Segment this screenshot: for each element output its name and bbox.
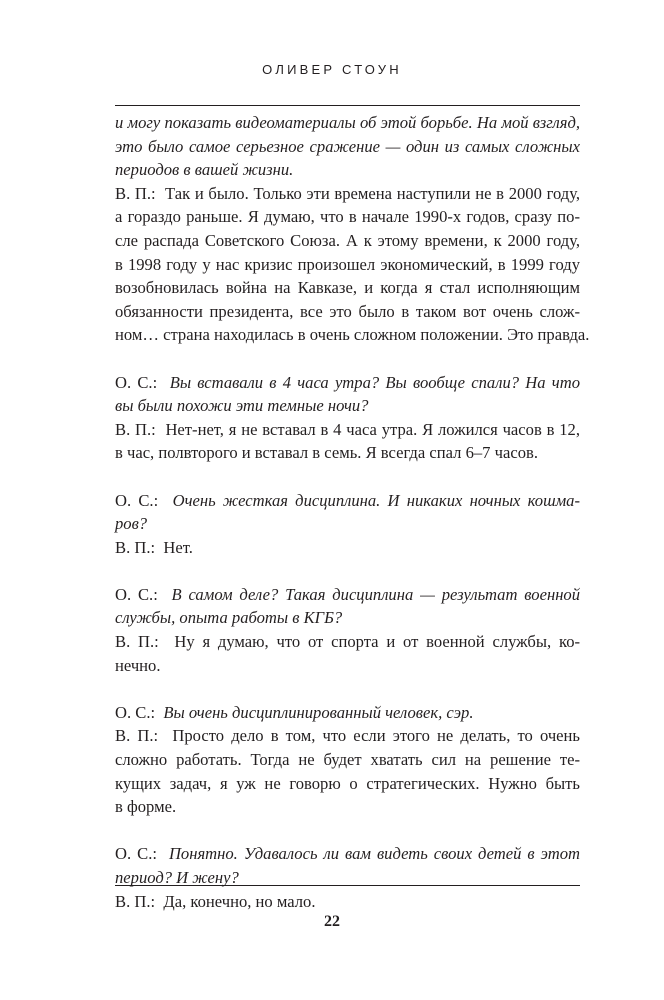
text-line <box>115 536 580 560</box>
text-line <box>115 842 580 866</box>
answer <box>115 182 590 347</box>
text-run: Нет. <box>163 537 193 557</box>
running-title: ОЛИВЕР СТОУН <box>262 62 402 77</box>
interview-text <box>115 111 590 913</box>
text-line <box>115 890 580 914</box>
question <box>115 371 580 418</box>
text-line: обязанности президента, все это было в таком вот очень слож- <box>115 301 580 321</box>
text-line <box>115 583 580 607</box>
answer <box>115 630 580 677</box>
text-line <box>115 371 580 395</box>
text-line: службы, опыта работы в КГБ? <box>115 608 343 628</box>
text-line: в 1998 году у нас кризис произошел экономический, в 1999 году <box>115 254 580 274</box>
answer <box>115 724 580 818</box>
text-line: периодов в вашей жизни. <box>115 160 294 180</box>
speaker-label: О. С.: <box>115 372 158 392</box>
speaker-label: В. П.: <box>115 419 156 439</box>
page-number: 22 <box>324 913 340 930</box>
answer <box>115 536 580 560</box>
text-run: Нет-нет, я не вставал в 4 часа утра. Я ложился часов в 12, <box>165 419 581 439</box>
text-run: Просто дело в том, что если этого не делать, то очень <box>172 726 580 746</box>
text-run: Так и было. Только эти времена наступили не в 2000 году, <box>165 183 581 203</box>
text-line: и могу показать видеоматериалы об этой борьбе. На мой взгляд, <box>115 113 580 132</box>
answer <box>115 890 580 914</box>
text-run: Вы вставали в 4 часа утра? Вы вообще спали? На что <box>169 372 581 392</box>
text-line <box>115 489 580 513</box>
text-line <box>115 724 580 748</box>
text-line: возобновилась война на Кавказе, и когда я стал исполняющим <box>115 278 580 298</box>
speaker-label: О. С.: <box>115 844 157 864</box>
text-run: Ну я думаю, что от спорта и от военной службы, ко- <box>174 632 581 652</box>
question <box>115 701 580 725</box>
text-line: вы были похожи эти темные ночи? <box>115 396 369 416</box>
speaker-label: В. П.: <box>115 632 159 652</box>
answer <box>115 418 580 465</box>
text-line: ном… страна находилась в очень сложном положении. Это правда. <box>115 325 590 345</box>
text-line: ров? <box>115 514 148 534</box>
footer-rule <box>115 885 580 886</box>
question <box>115 489 580 536</box>
header-rule <box>115 105 580 106</box>
text-line: в форме. <box>115 797 177 817</box>
text-run: В самом деле? Такая дисциплина — результат военной <box>171 584 581 604</box>
text-line: сложно работать. Тогда не будет хватать сил на решение те- <box>115 750 580 770</box>
speaker-label: В. П.: <box>115 726 159 746</box>
text-run: Да, конечно, но мало. <box>163 891 316 911</box>
speaker-label: В. П.: <box>115 537 156 557</box>
text-line <box>115 630 580 654</box>
question <box>115 583 580 630</box>
speaker-label: В. П.: <box>115 183 156 203</box>
question <box>115 842 580 889</box>
text-line: кущих задач, я уж не говорю о стратегических. Нужно быть <box>115 773 580 793</box>
text-line: период? И жену? <box>115 868 239 887</box>
text-line: это было самое серьезное сражение — один из самых сложных <box>115 136 580 156</box>
speaker-label: О. С.: <box>115 584 158 604</box>
text-run: Понятно. Удавалось ли вам видеть своих детей в этот <box>168 844 580 864</box>
speaker-label: О. С.: <box>115 702 156 722</box>
text-line <box>115 701 580 725</box>
text-run: Вы очень дисциплинированный человек, сэр. <box>163 702 474 722</box>
text-line: сле распада Советского Союза. А к этому времени, к 2000 году, <box>115 230 580 250</box>
text-line: а гораздо раньше. Я думаю, что в начале 1990-х годов, сразу по- <box>115 207 580 227</box>
text-line: нечно. <box>115 655 161 675</box>
text-line <box>115 418 580 442</box>
question-continuation <box>115 111 580 182</box>
text-line <box>115 182 580 206</box>
speaker-label: О. С.: <box>115 490 159 510</box>
text-line: в час, полвторого и вставал в семь. Я всегда спал 6–7 часов. <box>115 443 538 463</box>
speaker-label: В. П.: <box>115 891 156 911</box>
text-run: Очень жесткая дисциплина. И никаких ночных кошма- <box>172 490 581 510</box>
